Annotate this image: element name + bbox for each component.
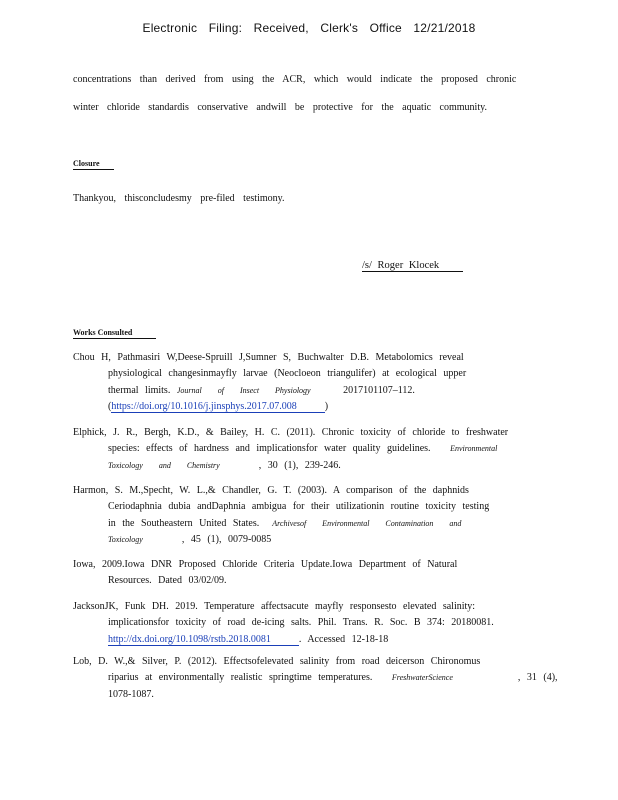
closure-heading xyxy=(73,158,114,170)
ref-line: Chou H, Pathmasiri W,Deese-Spruill J,Sumner S, Buchwalter D.B. Metabolomics reveal xyxy=(73,352,464,363)
ref-line: physiological changesinmayfly larvae (Neocloeon triangulifer) at ecological upper xyxy=(108,368,467,380)
ref-line: Resources. Dated 03/02/09. xyxy=(108,575,227,587)
works-heading xyxy=(73,327,156,339)
ref-tail: 2017101107–112. xyxy=(343,384,415,396)
ref-text: riparius at environmentally realistic springtime temperatures. xyxy=(108,672,373,684)
ref-line xyxy=(73,399,543,415)
ref-line: Elphick, J. R., Bergh, K.D., & Bailey, H. C. (2011). Chronic toxicity of chloride to freshwater xyxy=(73,427,509,438)
closure-text: Thankyou, thisconcludesmy pre-filed testimony. xyxy=(73,193,285,204)
ref-tail: , 31 (4), xyxy=(517,672,558,684)
ref-line: Lob, D. W.,& Silver, P. (2012). Effectsofelevated salinity from road deicerson Chironomus xyxy=(73,656,481,667)
intro-line-1: concentrations than derived from using the ACR, which would indicate the proposed chronic xyxy=(73,74,517,85)
ref-journal: Environmental xyxy=(450,444,498,454)
ref-line: implicationsfor toxicity of road de-icing salts. Phil. Trans. R. Soc. B 374: 20180081. xyxy=(108,617,494,629)
ref-journal-cont: Toxicology xyxy=(108,534,143,544)
reference-iowa xyxy=(73,557,543,590)
ref-doi-link[interactable]: https://doi.org/10.1016/j.jinsphys.2017.07.008 xyxy=(111,401,324,413)
ref-doi-link[interactable]: http://dx.doi.org/10.1098/rstb.2018.0081 xyxy=(108,634,299,646)
reference-chou xyxy=(73,350,543,415)
ref-line xyxy=(73,458,543,474)
ref-journal: Journal of Insect Physiology xyxy=(176,385,311,395)
ref-text: in the Southeastern United States. xyxy=(108,517,260,529)
ref-text: thermal limits. xyxy=(108,384,171,396)
ref-line xyxy=(73,383,543,399)
intro-line-2: winter chloride standardis conservative andwill be protective for the aquatic community. xyxy=(73,102,487,113)
ref-line xyxy=(73,441,543,457)
signature xyxy=(362,255,463,273)
ref-paren-open: ( xyxy=(108,400,112,412)
works-heading-text: Works Consulted xyxy=(73,327,156,339)
ref-line: 1078-1087. xyxy=(108,688,154,700)
ref-paren-close: ) xyxy=(324,400,329,412)
filing-header: Electronic Filing: Received, Clerk's Office 12/21/2018 xyxy=(142,21,476,35)
reference-elphick xyxy=(73,425,543,474)
ref-line xyxy=(73,670,558,686)
ref-line: JacksonJK, Funk DH. 2019. Temperature affectsacute mayfly responsesto elevated salinity: xyxy=(73,601,476,612)
reference-harmon xyxy=(73,483,543,548)
ref-tail: , 30 (1), 239-246. xyxy=(258,459,341,471)
reference-jackson xyxy=(73,599,543,648)
ref-line: Ceriodaphnia dubia andDaphnia ambigua for their utilizationin routine toxicity testing xyxy=(108,501,490,513)
ref-tail: . Accessed 12-18-18 xyxy=(298,633,389,645)
ref-journal: FreshwaterScience xyxy=(391,673,453,683)
ref-tail: , 45 (1), 0079-0085 xyxy=(181,533,272,545)
closure-heading-text: Closure xyxy=(73,158,114,170)
signature-text: /s/ Roger Klocek xyxy=(362,260,463,272)
ref-line: Iowa, 2009.Iowa DNR Proposed Chloride Criteria Update.Iowa Department of Natural xyxy=(73,559,458,570)
ref-text: species: effects of hardness and implicationsfor water quality guidelines. xyxy=(108,443,431,455)
ref-line: Harmon, S. M.,Specht, W. L.,& Chandler, G. T. (2003). A comparison of the daphnids xyxy=(73,485,469,496)
reference-lob xyxy=(73,654,558,703)
ref-journal: Archivesof Environmental Contamination and xyxy=(272,518,462,528)
ref-journal-cont: Toxicology and Chemistry xyxy=(108,460,220,470)
ref-line xyxy=(73,532,543,548)
ref-line xyxy=(73,632,543,648)
ref-line xyxy=(73,516,543,532)
